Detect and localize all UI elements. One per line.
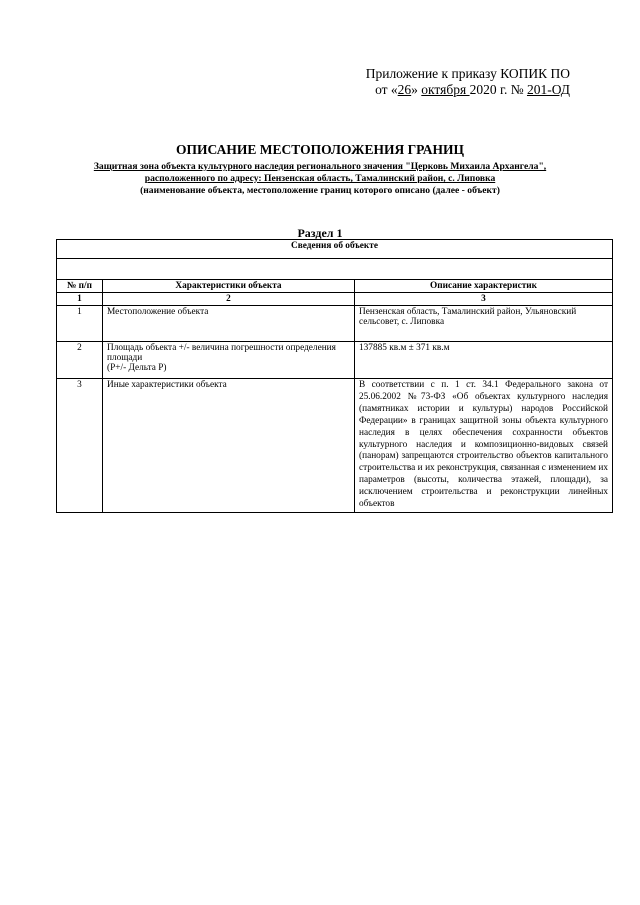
date-prefix: от « — [375, 82, 398, 97]
row-characteristic: Площадь объекта +/- величина погрешности определения площади (P+/- Дельта P) — [103, 342, 355, 379]
row-number: 2 — [57, 342, 103, 379]
row-characteristic: Местоположение объекта — [103, 306, 355, 342]
date-mid: » — [411, 82, 422, 97]
appendix-header — [366, 66, 570, 98]
row-description: 137885 кв.м ± 371 кв.м — [355, 342, 613, 379]
row-characteristic: Иные характеристики объекта — [103, 379, 355, 513]
order-number: 201-ОД — [526, 82, 570, 97]
object-address-line: расположенного по адресу: Пензенская область, Тамалинский район, с. Липовка — [144, 173, 496, 184]
table-row — [57, 306, 613, 342]
document-title: ОПИСАНИЕ МЕСТОПОЛОЖЕНИЯ ГРАНИЦ — [176, 142, 464, 157]
row-number: 1 — [57, 306, 103, 342]
column-number-2: 2 — [103, 293, 355, 306]
appendix-line-1: Приложение к приказу КОПИК ПО — [365, 66, 570, 81]
object-name-line: Защитная зона объекта культурного наследия регионального значения "Церковь Михаила Архангела", — [93, 161, 547, 172]
row-description: В соответствии с п. 1 ст. 34.1 Федерального закона от 25.06.2002 №73-ФЗ «Об объектах культурного наследия (памятниках истории и культуры) народов Российской Федерации» в границах защитной зоны объекта культурного наследия в целях обеспечения сохранности объектов культурного наследия и композиционно-видовых связей (панорам) запрещаются строительство объектов капитального строительства и их реконструкция, связанная с изменением их параметров (высоты, количества этажей, площади), за исключением строительства и реконструкции линейных объектов — [355, 379, 613, 513]
row-number: 3 — [57, 379, 103, 513]
column-number-1: 1 — [57, 293, 103, 306]
column-number-3: 3 — [355, 293, 613, 306]
row-description: Пензенская область, Тамалинский район, Ульяновский сельсовет, с. Липовка — [355, 306, 613, 342]
order-day: 26 — [397, 82, 412, 97]
object-name-caption: (наименование объекта, местоположение границ которого описано (далее - объект) — [140, 185, 500, 196]
table-row — [57, 342, 613, 379]
title-block — [40, 142, 600, 197]
object-info-table — [56, 239, 613, 513]
header-number: № п/п — [57, 280, 103, 293]
table-row — [57, 379, 613, 513]
header-characteristic: Характеристики объекта — [103, 280, 355, 293]
empty-row — [57, 259, 613, 280]
table-caption: Сведения об объекте — [57, 240, 613, 259]
order-year: 2020 г. № — [469, 82, 527, 97]
header-description: Описание характеристик — [355, 280, 613, 293]
appendix-line-2 — [366, 82, 570, 98]
order-month: октября — [421, 82, 470, 97]
section-title: Раздел 1 — [297, 226, 343, 240]
